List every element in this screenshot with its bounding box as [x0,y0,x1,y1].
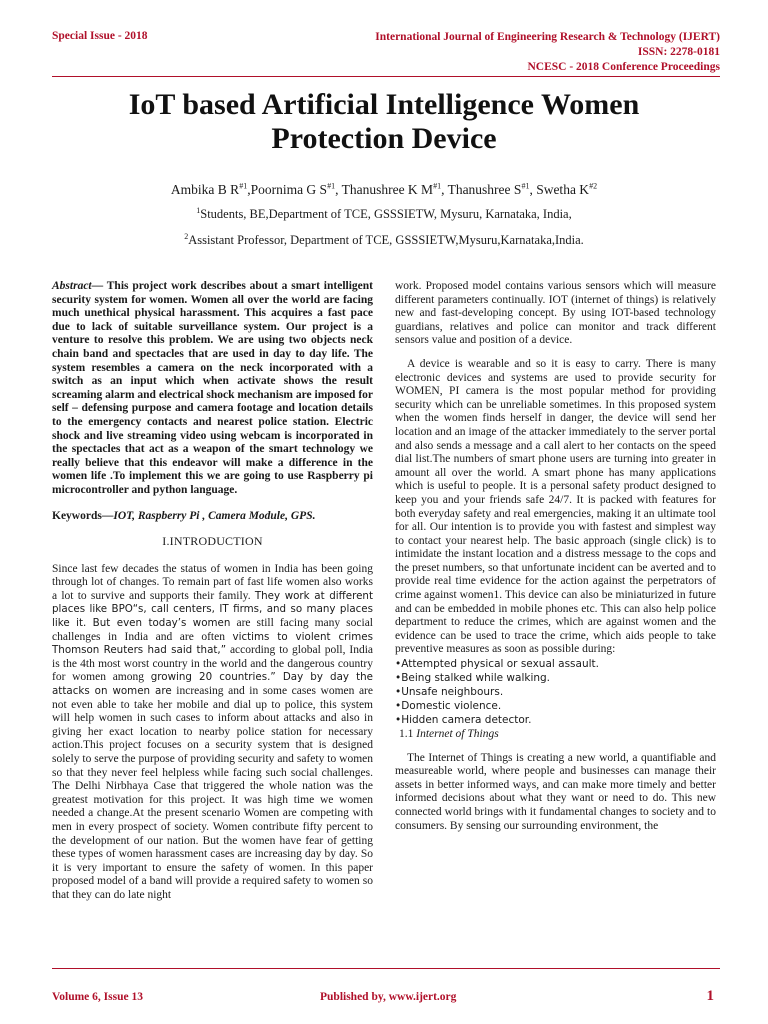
paragraph-device: A device is wearable and so it is easy to carry. There is many electronic devices and systems are used to provide security for WOMEN, PI camera is the most popular method for providing security which can be unreliable sometimes. In this proposed system when the women finds herself in danger, the device will send her location and an image of the attacker immediately to the server portal and also sends a message and a call alert to her contacts on the speed dial list.The numbers of smart phone users are turning into greater in amount all over the world. A smart phone has many applications which is useful to people. It is a personal safety product designed to keep you and your friends safe 24/7. It is packed with features for both everyday safety and real emergencies, making it an ultimate tool for all. Our intention is to provide you with fastest and simplest way to contact your nearest help. The basic approach (single click) is to intimidate the instant location and a distress message to the cops and the preset numbers, so that unfortunate incident can be averted and to provide real time evidence for the action against the perpetrators of crime against women1. This device can also be miniaturized in future and can be embedded in mobile phones etc. This can also help police department to reduce the crimes, which are against women and the evidence can be used to trace the crime, which aids people to take preventive measures as soon as possible during: [395,357,716,656]
header-special-issue: Special Issue - 2018 [52,30,148,42]
intro-text: are still facing many social challenges in India and are often [52,617,374,643]
header-rule [52,76,720,77]
author-list [40,182,728,198]
author-name: , Thanushree S [441,182,522,197]
abstract-label: Abstract [52,280,92,292]
page-number: 1 [706,988,714,1004]
list-item: • Attempted physical or sexual assault. [395,657,716,671]
footer-rule [52,968,720,969]
subsection-heading-iot [399,728,716,742]
affiliation-mark: 1 [196,205,201,215]
header-conference: NCESC - 2018 Conference Proceedings [527,61,720,73]
author-name: , Swetha K [529,182,590,197]
paper-title-line-2: Protection Device [271,122,497,155]
header-journal-name: International Journal of Engineering Research & Technology (IJERT) [375,31,720,43]
affiliation-text: Students, BE,Department of TCE, GSSSIETW, Mysuru, Karnataka, India, [200,207,572,221]
keywords-label: Keywords— [52,509,114,522]
keywords [52,510,373,524]
left-column [52,280,373,903]
affiliation-students [40,207,728,222]
threat-list [395,657,716,727]
affiliation-mark: 2 [184,231,189,241]
intro-text: increasing and in some cases women are not even able to take her mobile and dial up to police, this system will help women in such cases to inform about attacks and also in giving her exact location to nearby police station for necessary action.This project focuses on a security system that is designed solely to serve the purpose of providing security and safety to women so that they never feel helpless while facing such social challenges. The Delhi Nirbhaya Case that triggered the whole nation was the greatest motivation for this project. It was high time we women needed a change.At the present scenario Women are competing with men in every prospect of society. Women contribute fifty percent to the development of our nation. But the women have fear of getting these types of women harassment cases are increasing day by day. So it is very important to ensure the safety of women. In this paper proposed model of a band will provide a required safety to women so that they can do late night [52,685,373,901]
subsection-number: 1.1 [399,728,417,741]
intro-text: Since last few decades the status of women in India has been going through lot of changes. To remain part of fast life women also works a lot to survive and supports their family. [52,562,373,602]
author-name: , Thanushree K M [335,182,434,197]
list-item: • Unsafe neighbours. [395,685,716,699]
right-column [395,280,716,833]
affiliation-text: Assistant Professor, Department of TCE, GSSSIETW,Mysuru,Karnataka,India. [188,233,584,247]
abstract [52,280,373,498]
header-issn: ISSN: 2278-0181 [637,46,720,58]
keywords-text: IOT, Raspberry Pi , Camera Module, GPS. [113,509,316,522]
author-name: Ambika B R [170,182,240,197]
intro-text: victims to violent crimes Thomson Reuters had said that,” [52,630,373,657]
abstract-text: This project work describes about a smart intelligent security system for women. Women all over the world are facing much unethical physical harassment. This acquires a fast pace due to lack of suitable surveillance system. Our project is a venture to resolve this problem. We are using two objects neck chain band and spectacles that are used in day to day life. The system resembles a camera on the neck incorporated with a switch as an input which when activate shows the result screaming alarm and electrical shock mechanism are imposed for self – defensing purpose and camera footage and location details to the emergency contacts and nearest police station. Electric shock and live streaming video using webcam is incorporated in the spectacles that act as a weapon of the smart technology we really believe that this endeavor will make a difference in the women life .To implement this we are going to use Raspberry pi microcontroller and python language. [52,280,373,496]
list-item: • Domestic violence. [395,699,716,713]
subsection-title: Internet of Things [416,728,499,741]
section-heading-introduction: I.INTRODUCTION [162,534,263,549]
author-affil-mark: #1 [433,181,442,191]
intro-paragraph [52,563,373,903]
abstract-dash: — [91,280,107,292]
author-affil-mark: #1 [327,181,336,191]
footer-volume: Volume 6, Issue 13 [52,991,143,1003]
intro-text: They work at different places like BPO“s, call centers, IT firms, and so many places like it. But even today’s women [52,589,373,630]
affiliation-professor [40,233,728,248]
header-journal-info [375,30,720,75]
paper-title [60,88,708,156]
paragraph-proposed-model: work. Proposed model contains various sensors which will measure different parameters continually. IOT (internet of things) is relatively new and fast-developing concept. By using IOT-based technology guardians, relatives and police can monitor and track different sensors value and position of a device. [395,280,716,347]
author-name: ,Poornima G S [247,182,328,197]
paper-title-line-1: IoT based Artificial Intelligence Women [128,88,640,121]
author-affil-mark: #1 [521,181,530,191]
list-item: • Hidden camera detector. [395,713,716,727]
author-affil-mark: #2 [589,181,598,191]
intro-text: according to global poll, India is the 4th most worst country in the world and the dangerous country for women among [52,644,373,684]
paragraph-iot: The Internet of Things is creating a new world, a quantifiable and measureable world, where people and businesses can manage their assets in better informed ways, and can make more timely and better informed decisions about what they want or need to do. This new connected world brings with it fundamental changes to society and to consumers. By sensing our surrounding environment, the [395,751,716,832]
footer-publisher: Published by, www.ijert.org [320,991,457,1003]
author-affil-mark: #1 [239,181,248,191]
intro-text: growing 20 countries.” Day by day the attacks on women are [52,671,373,698]
list-item: • Being stalked while walking. [395,671,716,685]
